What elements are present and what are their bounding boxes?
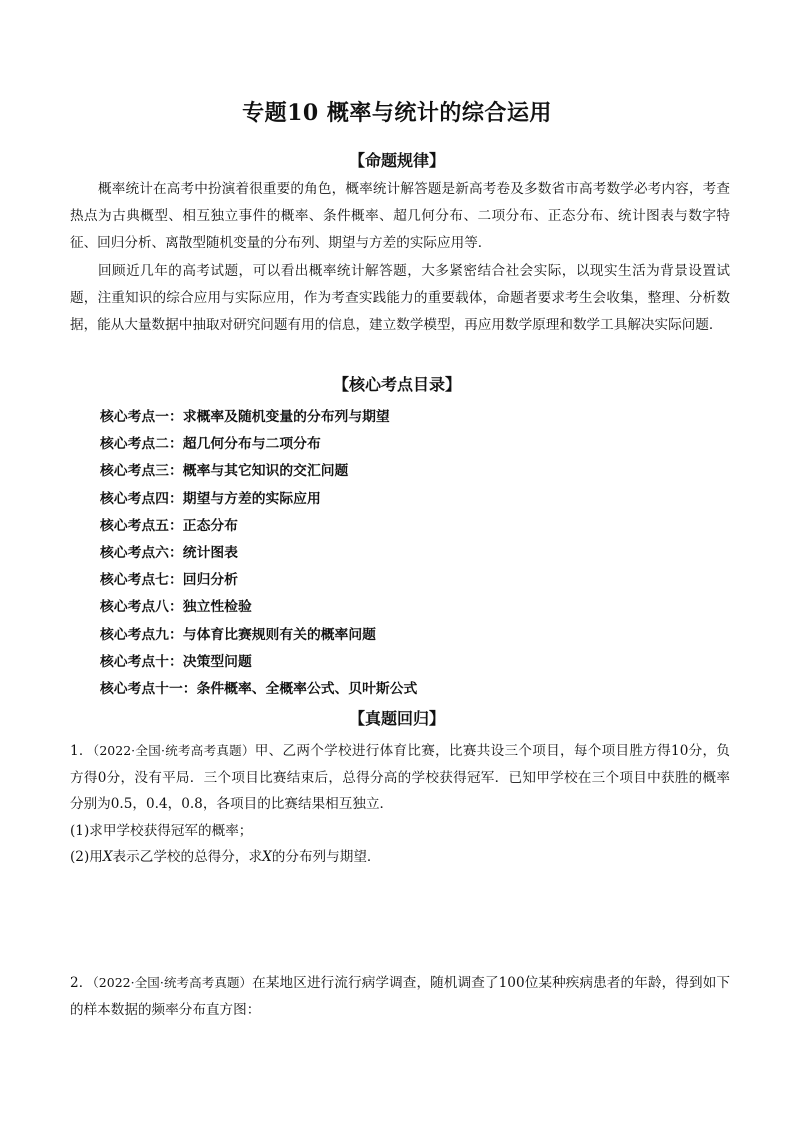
- core-topic-item: 核心考点五：正态分布: [100, 517, 238, 534]
- question-number: 2．: [70, 975, 93, 991]
- question-2: [70, 970, 730, 1023]
- core-topic-item: 核心考点七：回归分析: [100, 572, 238, 589]
- question-source: （2022·全国·统考高考真题）: [92, 743, 255, 758]
- core-topic-item: 核心考点十一：条件概率、全概率公式、贝叶斯公式: [100, 680, 418, 697]
- core-topic-item: 核心考点十：决策型问题: [100, 653, 252, 670]
- core-topics-list: [100, 404, 700, 703]
- review-heading: 【真题回归】: [348, 709, 445, 728]
- question-source: （2022·全国·统考高考真题）: [92, 975, 253, 990]
- core-topic-item: 核心考点一：求概率及随机变量的分布列与期望: [100, 409, 390, 425]
- core-topic-item: 核心考点八：独立性检验: [100, 599, 252, 616]
- rules-heading: 【命题规律】: [348, 151, 445, 170]
- rules-paragraph-2: 回顾近几年的高考试题，可以看出概率统计解答题，大多紧密结合社会实际，以现实生活为背景设置试题，注重知识的综合应用与实际应用，作为考查实践能力的重要载体，命题者要求考生会收集，整理、分析数据，能从大量数据中抽取对研究问题有用的信息，建立数学模型，再应用数学原理和数学工具解决实际问题．: [70, 263, 730, 333]
- question-text: 在某地区进行流行病学调查，随机调查了100位某种疾病患者的年龄，得到如下的样本数据的频率分布直方图：: [70, 975, 731, 1018]
- page-title: 专题10 概率与统计的综合运用: [242, 100, 552, 126]
- core-topic-item: 核心考点三：概率与其它知识的交汇问题: [100, 463, 349, 480]
- question-number: 1．: [70, 743, 93, 759]
- question-text: 甲、乙两个学校进行体育比赛，比赛共设三个项目，每个项目胜方得10分，负方得0分，没有平局．三个项目比赛结束后，总得分高的学校获得冠军．已知甲学校在三个项目中获胜的概率分别为0.5，0.4，0.8，各项目的比赛结果相互独立．: [70, 743, 730, 812]
- toc-heading: 【核心考点目录】: [332, 375, 461, 394]
- core-topic-item: 核心考点二：超几何分布与二项分布: [100, 436, 321, 453]
- core-topic-item: 核心考点六：统计图表: [100, 544, 238, 561]
- question-1: [70, 738, 730, 871]
- core-topic-item: 核心考点四：期望与方差的实际应用: [100, 490, 321, 507]
- core-topic-item: 核心考点九：与体育比赛规则有关的概率问题: [100, 626, 376, 643]
- subquestion-2: (2)用X表示乙学校的总得分，求X的分布列与期望．: [70, 849, 381, 865]
- rules-paragraph-1: 概率统计在高考中扮演着很重要的角色，概率统计解答题是新高考卷及多数省市高考数学必考内容，考查热点为古典概型、相互独立事件的概率、条件概率、超几何分布、二项分布、正态分布、统计图表与数字特征、回归分析、离散型随机变量的分布列、期望与方差的实际应用等．: [70, 181, 730, 251]
- subquestion-1: (1)求甲学校获得冠军的概率；: [70, 822, 253, 839]
